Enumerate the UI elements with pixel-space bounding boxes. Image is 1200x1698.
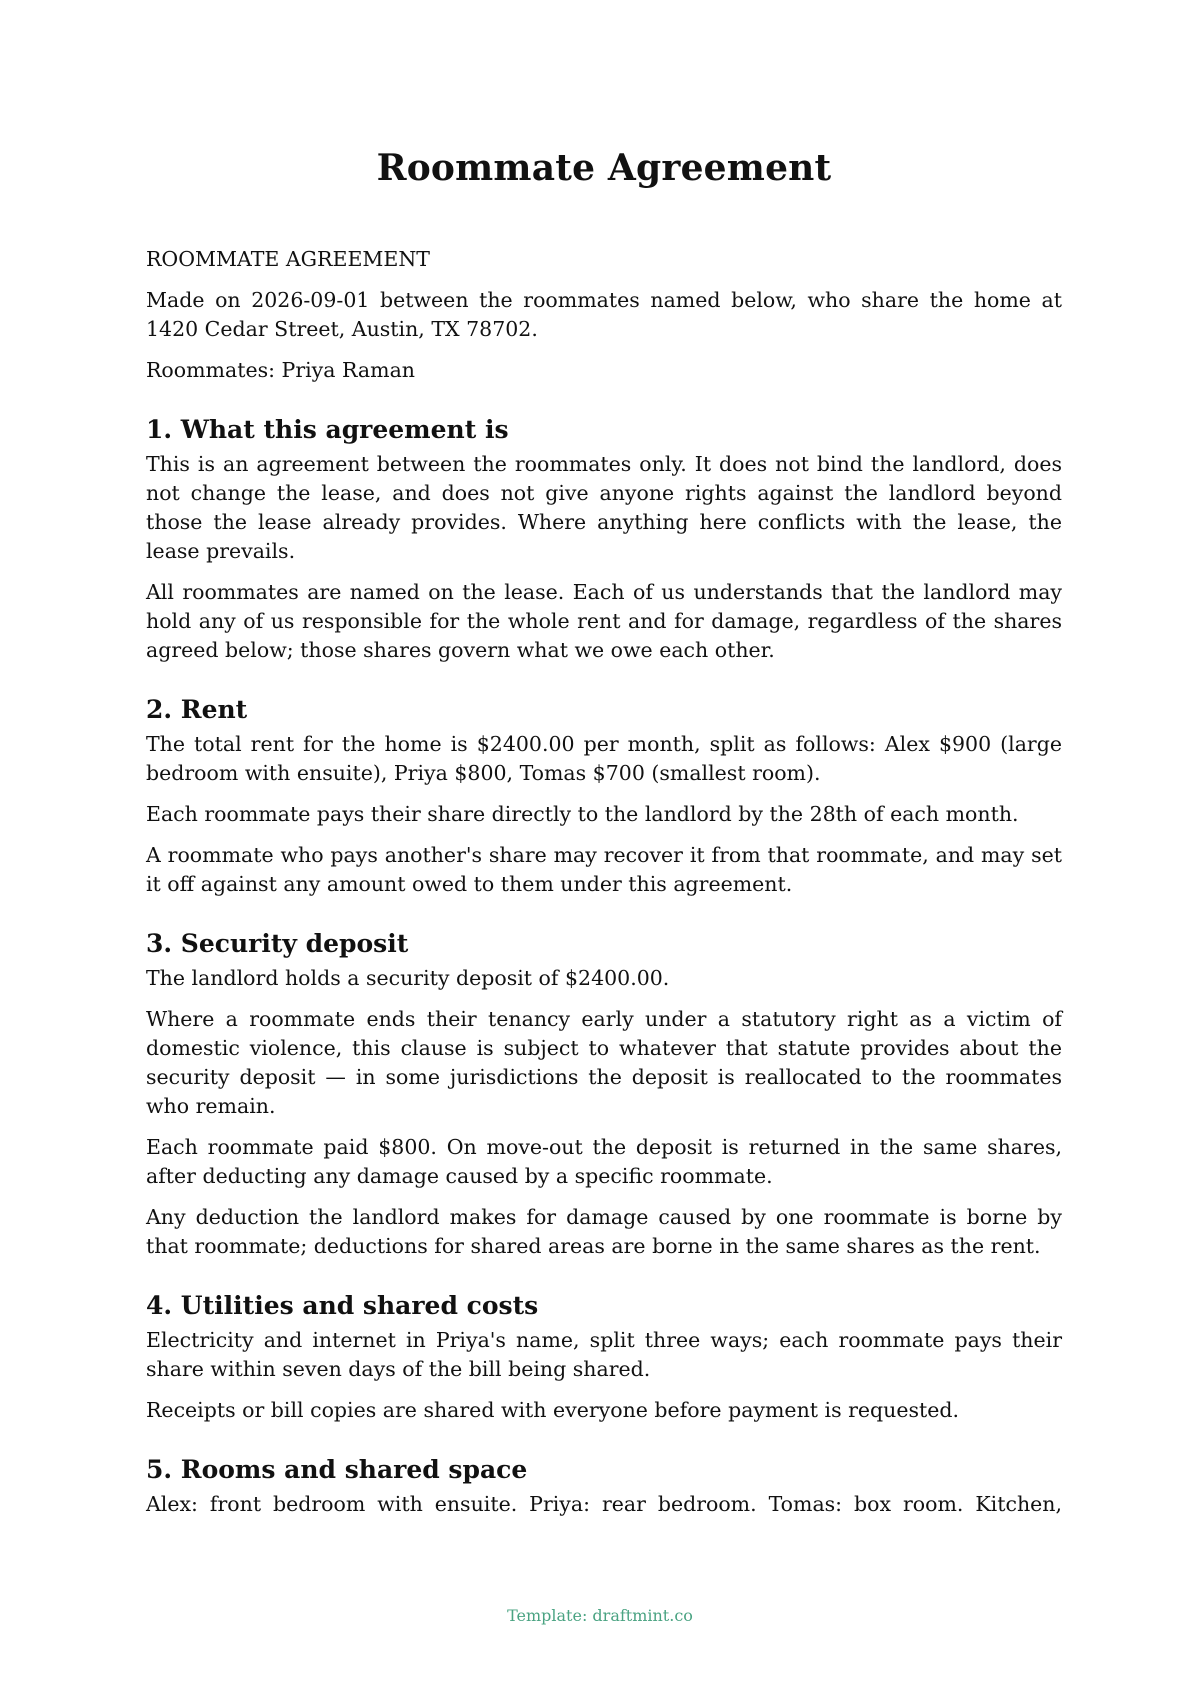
section-paragraph: All roommates are named on the lease. Each of us understands that the landlord may hold any of us responsible for the whole rent and for damage, regardless of the shares agreed below; those shares govern what we owe each other. <box>146 580 1062 662</box>
template-footer: Template: draftmint.co <box>507 1606 693 1625</box>
section-heading: 4. Utilities and shared costs <box>146 1291 539 1320</box>
section-paragraph: This is an agreement between the roommates only. It does not bind the landlord, does not change the lease, and does not give anyone rights against the landlord beyond those the lease already provides. Where anything here conflicts with the lease, the lease prevails. <box>146 452 1062 563</box>
section-rent <box>146 693 1062 899</box>
section-paragraph: A roommate who pays another's share may recover it from that roommate, and may set it off against any amount owed to them under this agreement. <box>146 843 1062 896</box>
roommates-line: Roommates: Priya Raman <box>146 358 415 382</box>
section-paragraph: The landlord holds a security deposit of $2400.00. <box>146 966 670 990</box>
section-paragraph: Electricity and internet in Priya's name, split three ways; each roommate pays their share within seven days of the bill being shared. <box>146 1328 1062 1381</box>
section-paragraph: Receipts or bill copies are shared with everyone before payment is requested. <box>146 1398 960 1422</box>
agreement-heading: ROOMMATE AGREEMENT <box>146 247 430 271</box>
intro-block <box>146 245 1062 385</box>
section-paragraph: Each roommate pays their share directly to the landlord by the 28th of each month. <box>146 802 1019 826</box>
section-what-this-is <box>146 413 1062 665</box>
section-paragraph: Each roommate paid $800. On move-out the deposit is returned in the same shares, after deducting any damage caused by a specific roommate. <box>146 1135 1062 1188</box>
section-security-deposit <box>146 927 1062 1261</box>
made-on-paragraph: Made on 2026-09-01 between the roommates named below, who share the home at 1420 Cedar Street, Austin, TX 78702. <box>146 288 1062 341</box>
section-heading: 3. Security deposit <box>146 929 409 958</box>
section-heading: 2. Rent <box>146 695 248 724</box>
document-page <box>146 0 1062 1531</box>
section-paragraph: Any deduction the landlord makes for damage caused by one roommate is borne by that roommate; deductions for shared areas are borne in the same shares as the rent. <box>146 1205 1062 1258</box>
section-rooms <box>146 1453 1062 1519</box>
section-paragraph: Where a roommate ends their tenancy early under a statutory right as a victim of domestic violence, this clause is subject to whatever that statute provides about the security deposit — in some jurisdictions the deposit is reallocated to the roommates who remain. <box>146 1007 1062 1118</box>
section-utilities <box>146 1289 1062 1425</box>
section-paragraph: The total rent for the home is $2400.00 per month, split as follows: Alex $900 (large bedroom with ensuite), Priya $800, Tomas $700 (smallest room). <box>146 732 1062 785</box>
page-title: Roommate Agreement <box>376 147 832 189</box>
section-heading: 5. Rooms and shared space <box>146 1455 528 1484</box>
section-paragraph: Alex: front bedroom with ensuite. Priya: rear bedroom. Tomas: box room. Kitchen, <box>146 1492 1062 1516</box>
section-heading: 1. What this agreement is <box>146 415 509 444</box>
